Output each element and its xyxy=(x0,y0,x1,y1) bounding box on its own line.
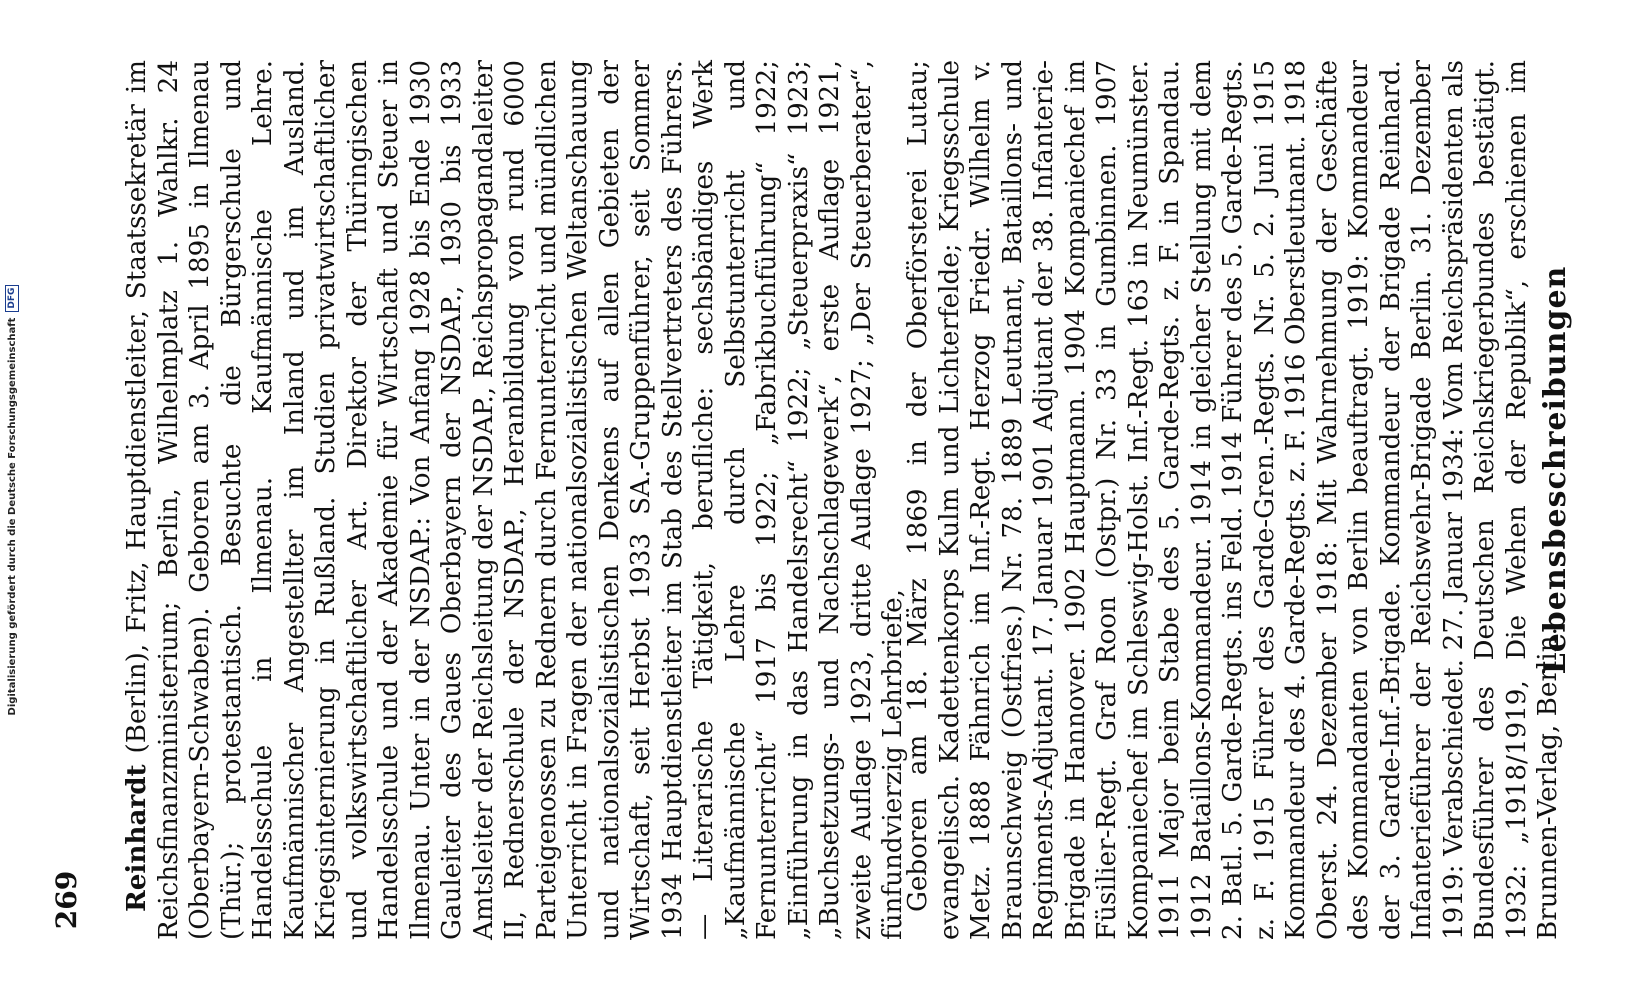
biography-entry-2 xyxy=(121,60,908,940)
page-heading: Lebensbeschreibungen xyxy=(1538,265,1573,675)
funding-text: Digitalisierung gefördert durch die Deutsche Forschungsgemeinschaft xyxy=(6,317,18,716)
entry-text: (Berlin), Fritz, Hauptdienstleiter, Staatssekretär im Reichsfinanzministerium; Berlin, Wilhelmplatz 1. Wahlkr. 24 (Oberbayern-Schwaben). Geboren am 3. April 1895 in Ilmenau (Thür.); protestantisch. Besuchte die Bürgerschule und Handelsschule in Ilmenau. Kaufmännische Lehre. Kaufmännischer Angestellter im Inland und im Ausland. Kriegsinternierung in Rußland. Studien privatwirtschaftlicher und volkswirtschaftlicher Art. Direktor der Thüringischen Handelsschule und der Akademie für Wirtschaft und Steuer in Ilmenau. Unter in der NSDAP.: Von Anfang 1928 bis Ende 1930 Gauleiter des Gaues Oberbayern der NSDAP., 1930 bis 1933 Amtsleiter der Reichsleitung der NSDAP., Reichspropagandaleiter II, Rednerschule der NSDAP., Heranbildung von rund 6000 Parteigenossen zu Rednern durch Fernunterricht und mündlichen Unterricht in Fragen der nationalsozialistischen Weltanschauung und nationalsozialistischen Denkens auf allen Gebieten der Wirtschaft, seit Herbst 1933 SA.-Gruppenführer, seit Sommer 1934 Hauptdienstleiter im Stab des Stellvertreters des Führers. — Literarische Tätigkeit, berufliche: sechsbändiges Werk „Kaufmännische Lehre durch Selbstunterricht und Fernunterricht“ 1917 bis 1922; „Fabrikbuchführung“ 1922; „Einführung in das Handelsrecht“ 1922; „Steuerpraxis“ 1923; „Buchsetzungs- und Nachschlagewerk“, erste Auflage 1921, zweite Auflage 1923, dritte Auflage 1927; „Der Steuerberater“, fünfundvierzig Lehrbriefe, xyxy=(122,60,908,940)
entry-text: Geboren am 18. März 1869 in der Oberförsterei Lutau; evangelisch. Kadettenkorps Kulm und Lichterfelde; Kriegsschule Metz. 1888 Fähnrich im Inf.-Regt. Herzog Friedr. Wilhelm v. Braunschweig (Ostfries.) Nr. 78. 1889 Leutnant, Bataillons- und Regiments-Adjutant. 17. Januar 1901 Adjutant der 38. Infanterie-Brigade in Hannover. 1902 Hauptmann. 1904 Kompaniechef im Füsilier-Regt. Graf Roon (Ostpr.) Nr. 33 in Gumbinnen. 1907 Kompaniechef im Schleswig-Holst. Inf.-Regt. 163 in Neumünster. 1911 Major beim Stabe des 5. Garde-Regts. z. F. in Spandau. 1912 Bataillons-Kommandeur. 1914 in gleicher Stellung mit dem 2. Batl. 5. Garde-Regts. ins Feld. 1914 Führer des 5. Garde-Regts. z. F. 1915 Führer des Garde-Gren.-Regts. Nr. 5. 2. Juni 1915 Kommandeur des 4. Garde-Regts. z. F. 1916 Oberstleutnant. 1918 Oberst. 24. Dezember 1918: Mit Wahrnehmung der Geschäfte des Kommandanten von Berlin beauftragt. 1919: Kommandeur der 3. Garde-Inf.-Brigade. Kommandeur der Brigade Reinhard. Infanterieführer der Reichswehr-Brigade Berlin. 31. Dezember 1919: Verabschiedet. 27. Januar 1934: Vom Reichspräsidenten als Bundesführer des Deutschen Reichskriegerbundes bestätigt. 1932: „1918/1919, Die Wehen der Republik“, erschienen im Brunnen-Verlag, Berlin. xyxy=(903,60,1563,940)
entry-name: Reinhardt xyxy=(121,764,152,912)
funding-footer xyxy=(0,20,24,980)
dfg-logo: DFG xyxy=(5,285,19,312)
page-number: 269 xyxy=(50,870,83,930)
